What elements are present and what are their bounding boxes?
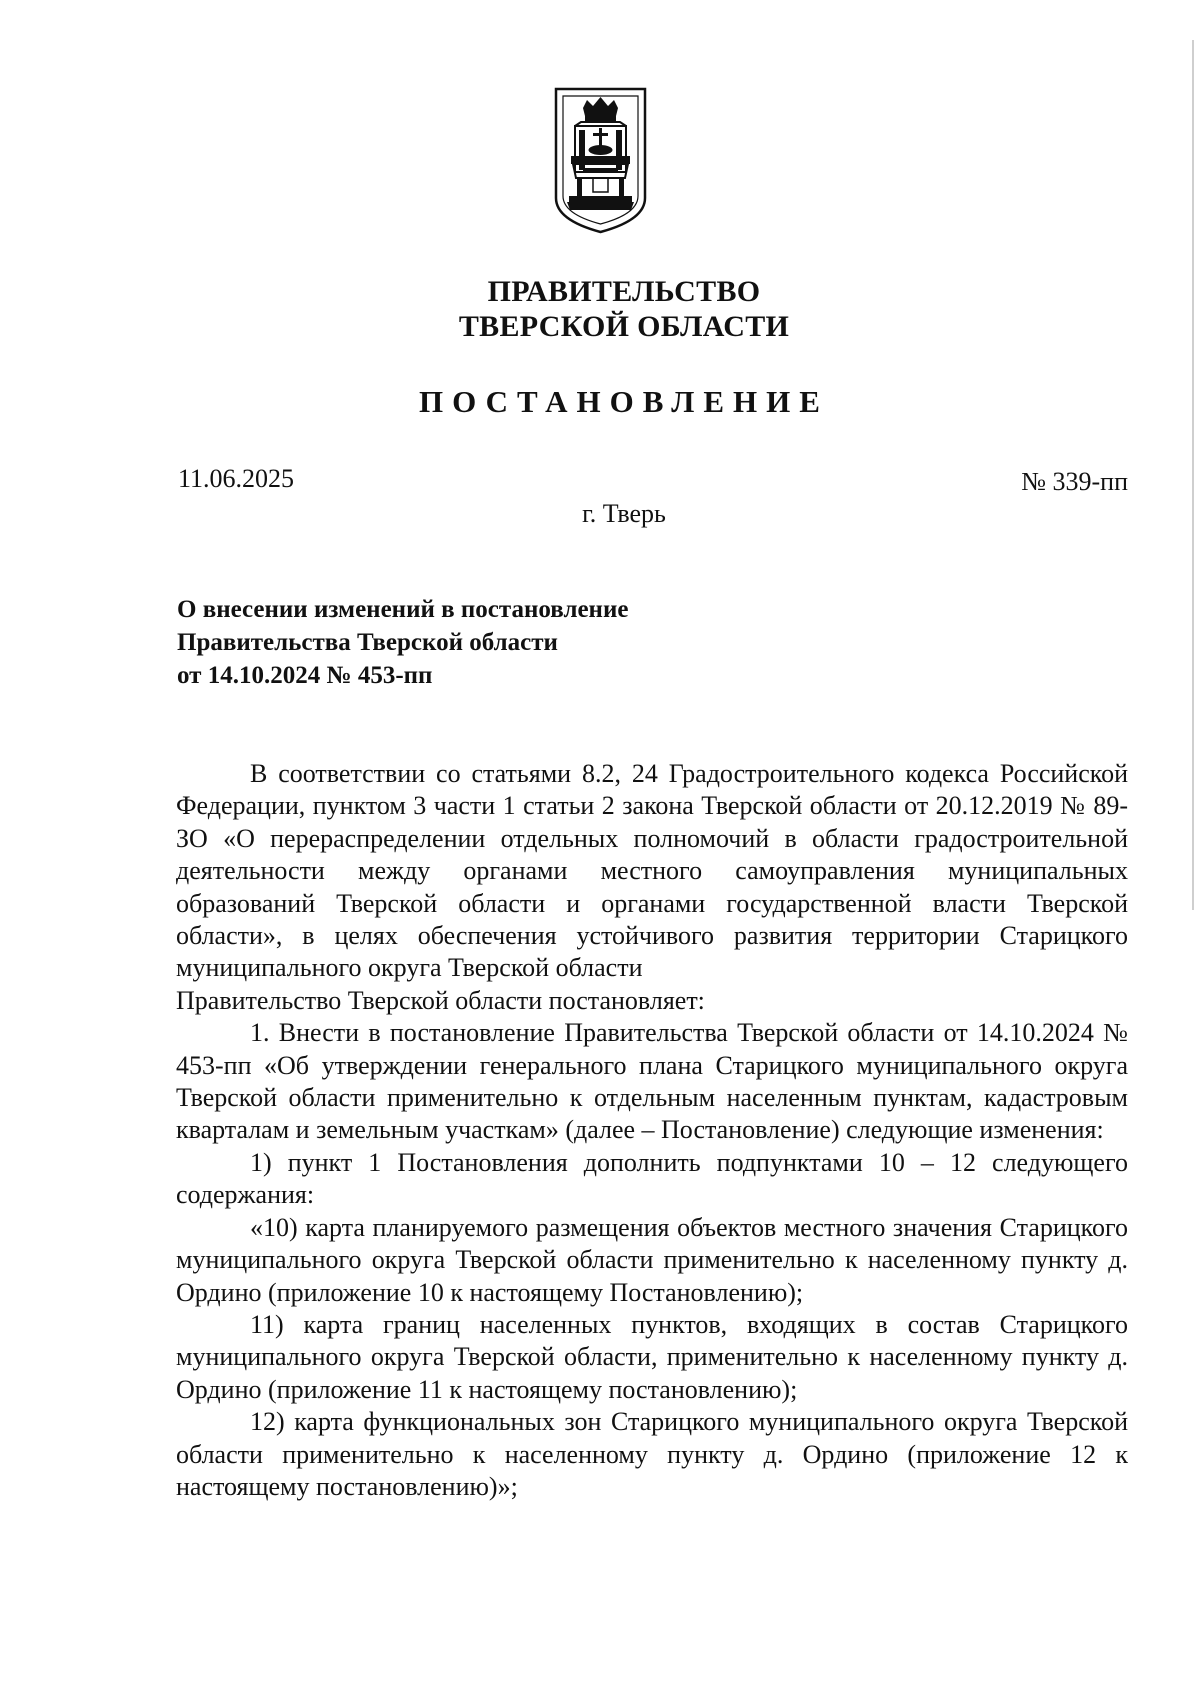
document-city: г. Тверь <box>582 499 666 528</box>
preamble-paragraph: В соответствии со статьями 8.2, 24 Градостроительного кодекса Российской Федерации, пунктом 3 части 1 статьи 2 закона Тверской области от 20.12.2019 № 89-ЗО «О перераспределении отдельных полномочий в области градостроительной деятельности между органами местного самоуправления муниципальных образований Тверской области и органами государственной власти Тверской области», в целях обеспечения устойчивого развития территории Старицкого муниципального округа Тверской области <box>176 759 1128 983</box>
subitem-10-paragraph: «10) карта планируемого размещения объектов местного значения Старицкого муниципального округа Тверской области применительно к населенному пункту д. Ордино (приложение 10 к настоящему Постановлению); <box>176 1212 1128 1307</box>
document-number: № 339-пп <box>1021 467 1128 496</box>
issuing-authority <box>0 274 1200 344</box>
scan-edge-line <box>1192 40 1194 910</box>
subject-line-3: от 14.10.2024 № 453-пп <box>177 662 433 689</box>
subitem-12-paragraph: 12) карта функциональных зон Старицкого муниципального округа Тверской области применительно к населенному пункту д. Ордино (приложение 12 к настоящему постановлению)»; <box>176 1407 1128 1501</box>
authority-line-1: ПРАВИТЕЛЬСТВО <box>487 275 761 308</box>
enactment-paragraph: Правительство Тверской области постановляет: <box>176 985 705 1015</box>
item-1-paragraph: 1. Внести в постановление Правительства Тверской области от 14.10.2024 № 453-пп «Об утверждении генерального плана Старицкого муниципального округа Тверской области применительно к отдельным населенным пунктам, кадастровым кварталам и земельным участкам» (далее – Постановление) следующие изменения: <box>176 1018 1128 1145</box>
document-subject <box>177 593 797 692</box>
document-type-title: ПОСТАНОВЛЕНИЕ <box>419 384 829 419</box>
subitem-11-paragraph: 11) карта границ населенных пунктов, входящих в состав Старицкого муниципального округа Тверской области, применительно к населенному пункту д. Ордино (приложение 11 к настоящему постановлению); <box>176 1309 1128 1404</box>
coat-of-arms-emblem <box>553 86 648 234</box>
document-body <box>176 758 1128 1503</box>
authority-line-2: ТВЕРСКОЙ ОБЛАСТИ <box>458 310 790 343</box>
document-date: 11.06.2025 <box>178 464 295 493</box>
subject-line-2: Правительства Тверской области <box>177 629 558 656</box>
subject-line-1: О внесении изменений в постановление <box>177 596 629 623</box>
subitem-1-paragraph: 1) пункт 1 Постановления дополнить подпунктами 10 – 12 следующего содержания: <box>176 1147 1128 1210</box>
